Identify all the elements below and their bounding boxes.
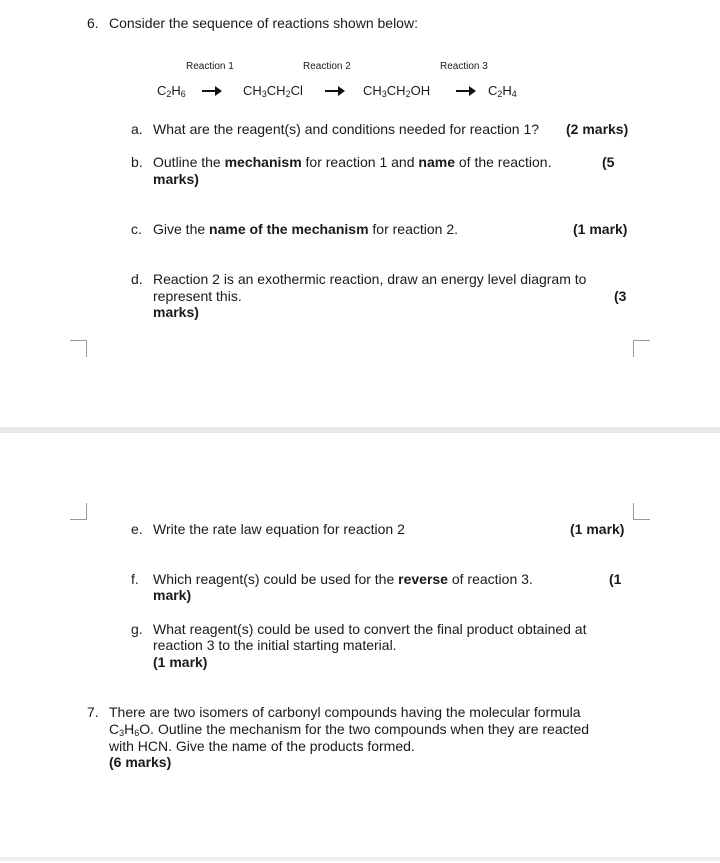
species-ethene: $C_2H_4$ xyxy=(488,83,517,99)
part-d-marks-open: (3 xyxy=(614,288,627,304)
part-c-marks: (1 mark) xyxy=(573,221,628,237)
part-f-text: Which reagent(s) could be used for the reverse of reaction 3. xyxy=(153,571,533,587)
part-f-label: f. xyxy=(131,571,139,587)
part-b-marks-close: marks) xyxy=(153,171,199,187)
page-corner-top-right xyxy=(633,503,650,520)
species-chloroethane: $CH_3CH_2Cl$ xyxy=(243,83,303,99)
part-d-marks-close: marks) xyxy=(153,304,199,320)
question-7-line-1: There are two isomers of carbonyl compounds having the molecular formula xyxy=(109,704,581,720)
part-b-label: b. xyxy=(131,154,143,170)
question-7-marks: (6 marks) xyxy=(109,754,172,770)
part-c-label: c. xyxy=(131,221,142,237)
reaction-1-label: Reaction 1 xyxy=(186,61,234,72)
question-6-text: Consider the sequence of reactions shown below: xyxy=(109,15,418,31)
reaction-3-arrow-icon xyxy=(456,90,474,92)
species-ethane: $C_2H_6$ xyxy=(157,83,186,99)
reaction-2-label: Reaction 2 xyxy=(303,61,351,72)
part-d-line-1: Reaction 2 is an exothermic reaction, draw an energy level diagram to xyxy=(153,271,587,287)
page-corner-bottom-right xyxy=(633,340,650,357)
part-b-marks-open: (5 xyxy=(602,154,615,170)
question-7-line-2: $C_3H_6O$. Outline the mechanism for the two compounds when they are reacted xyxy=(109,721,590,738)
part-a-marks: (2 marks) xyxy=(566,121,629,137)
part-d-line-2: represent this. xyxy=(153,288,242,304)
question-7-number: 7. xyxy=(87,704,99,720)
part-g-label: g. xyxy=(131,621,143,637)
part-a-text: What are the reagent(s) and conditions needed for reaction 1? xyxy=(153,121,540,137)
reaction-1-arrow-icon xyxy=(202,90,220,92)
part-a-label: a. xyxy=(131,121,143,137)
part-d-label: d. xyxy=(131,271,143,287)
part-b-text: Outline the mechanism for reaction 1 and name of the reaction. xyxy=(153,154,552,170)
question-6-number: 6. xyxy=(87,15,99,31)
page-corner-bottom-left xyxy=(70,340,87,357)
part-g-marks: (1 mark) xyxy=(153,654,208,670)
page-break xyxy=(0,427,720,433)
species-ethanol: $CH_3CH_2OH$ xyxy=(363,83,431,99)
part-e-label: e. xyxy=(131,521,143,537)
page-corner-top-left xyxy=(70,503,87,520)
page-bottom-edge xyxy=(0,857,720,861)
part-f-marks-close: mark) xyxy=(153,587,192,603)
part-e-text: Write the rate law equation for reaction 2 xyxy=(153,521,405,537)
question-7-line-3: with HCN. Give the name of the products formed. xyxy=(109,738,415,754)
part-g-line-1: What reagent(s) could be used to convert the final product obtained at xyxy=(153,621,587,637)
part-c-text: Give the name of the mechanism for reaction 2. xyxy=(153,221,459,237)
reaction-3-label: Reaction 3 xyxy=(440,61,488,72)
part-g-line-2: reaction 3 to the initial starting material. xyxy=(153,637,397,653)
part-f-marks-open: (1 xyxy=(609,571,622,587)
reaction-2-arrow-icon xyxy=(325,90,343,92)
part-e-marks: (1 mark) xyxy=(570,521,625,537)
